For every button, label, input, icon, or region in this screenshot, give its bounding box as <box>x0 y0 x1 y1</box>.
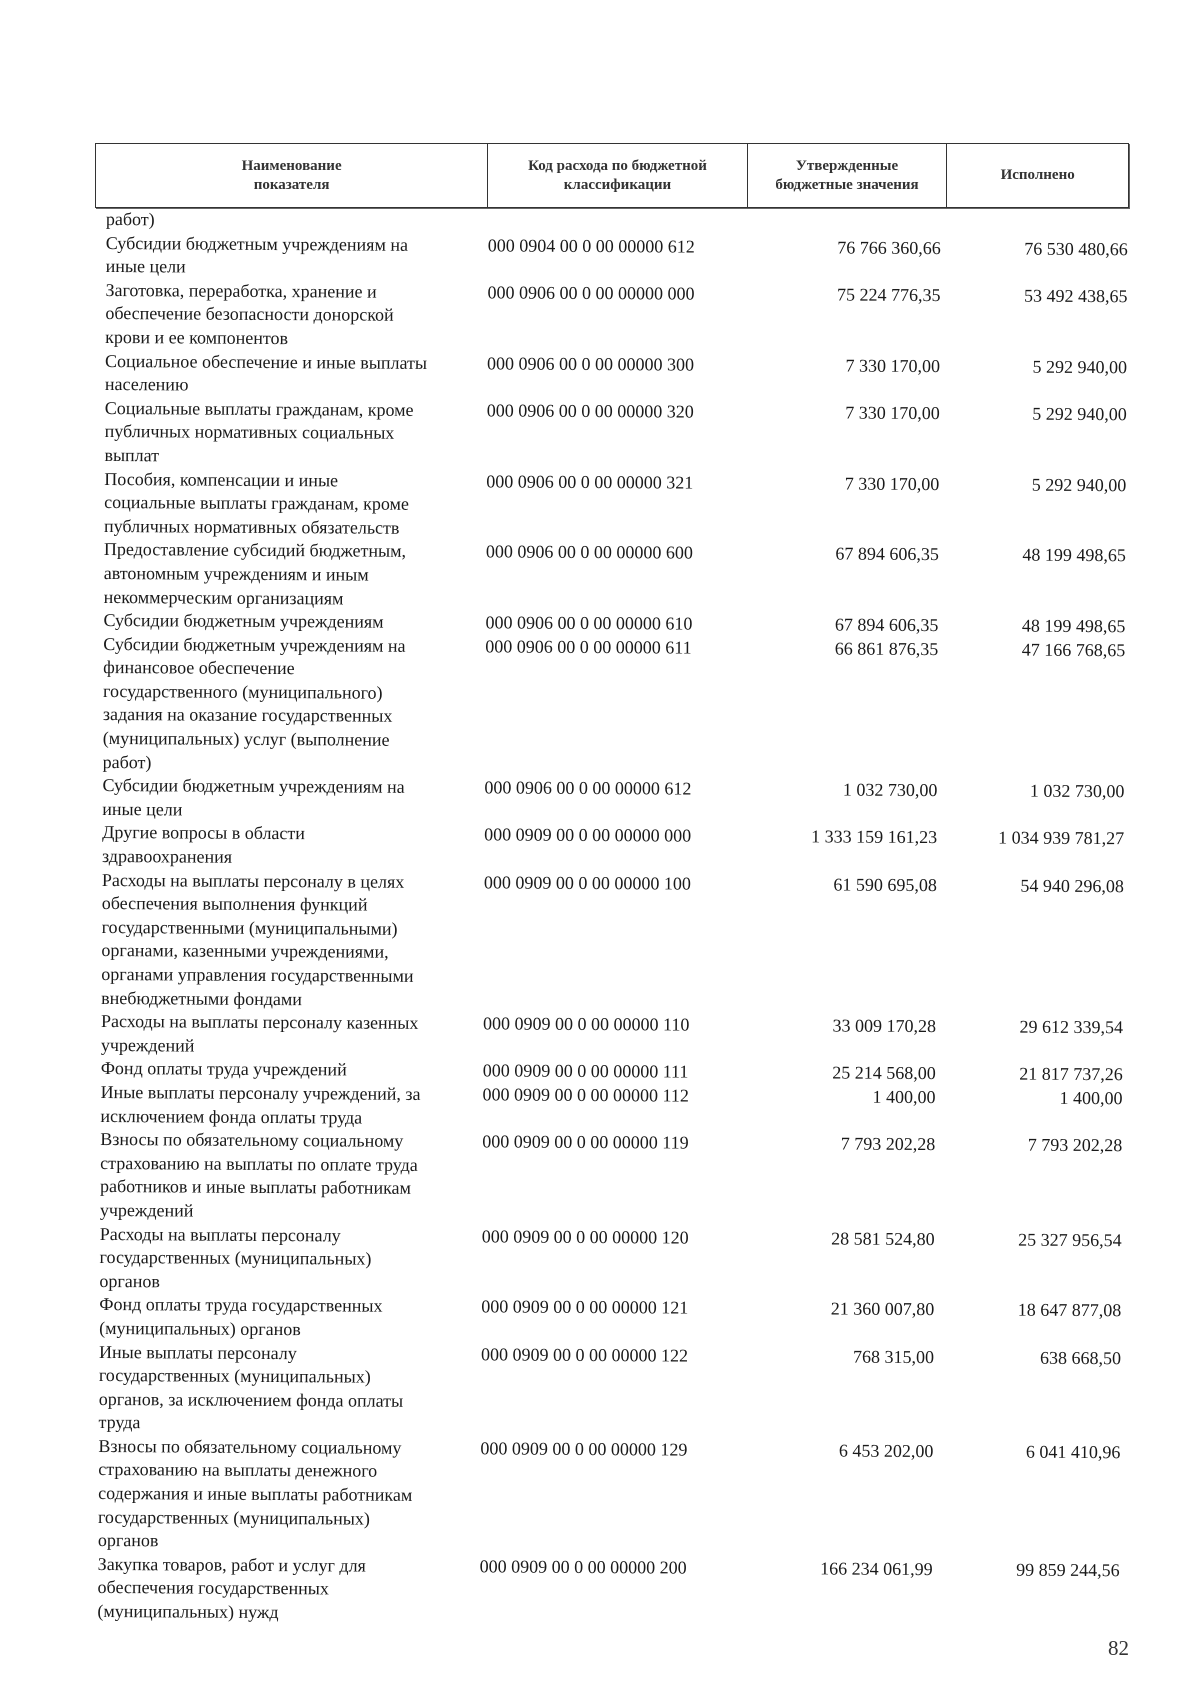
row-executed: 47 166 768,65 <box>1021 639 1126 660</box>
row-code: 000 0909 00 0 00 00000 111 <box>482 1060 689 1082</box>
row-approved: 1 400,00 <box>872 1086 936 1108</box>
row-executed: 5 292 940,00 <box>1032 356 1128 377</box>
row-name: Социальное обеспечение и иные выплаты населению <box>104 350 428 395</box>
row-name: Расходы на выплаты персоналу в целях обеспечения выполнения функций государственными (муниципальными) органами, казенными учреждениями, органами управления государственными внебюджетными фондами <box>101 869 414 1009</box>
row-name: Заготовка, переработка, хранение и обеспечение безопасности донорской крови и ее компонентов <box>105 279 394 349</box>
row-name: Субсидии бюджетным учреждениям на иные цели <box>105 232 409 277</box>
row-executed: 99 859 244,56 <box>1016 1559 1120 1581</box>
row-approved: 7 793 202,28 <box>840 1133 936 1155</box>
row-name: Предоставление субсидий бюджетным, автономным учреждениям и иным некоммерческим организациям <box>103 539 407 608</box>
row-executed: 6 041 410,96 <box>1025 1441 1121 1463</box>
row-name: Взносы по обязательному социальному страхованию на выплаты по оплате труда работников и иные выплаты работникам учреждений <box>99 1129 418 1221</box>
row-code: 000 0909 00 0 00 00000 119 <box>482 1131 689 1153</box>
row-executed: 1 034 939 781,27 <box>998 827 1125 849</box>
row-name: Субсидии бюджетным учреждениям <box>103 610 384 632</box>
table-row <box>104 538 1134 615</box>
row-name: Социальные выплаты гражданам, кроме публичных нормативных социальных выплат <box>104 397 414 466</box>
table-row <box>102 821 1132 874</box>
row-executed: 7 793 202,28 <box>1027 1134 1123 1156</box>
row-code: 000 0906 00 0 00 00000 612 <box>484 777 692 799</box>
table-row <box>99 1340 1130 1441</box>
row-executed: 25 327 956,54 <box>1018 1229 1122 1250</box>
row-executed: 1 400,00 <box>1059 1087 1123 1109</box>
row-executed: 638 668,50 <box>1039 1347 1122 1368</box>
row-approved: 33 009 170,28 <box>832 1015 937 1037</box>
row-code: 000 0909 00 0 00 00000 200 <box>479 1556 687 1578</box>
row-code <box>486 210 723 235</box>
row-name: Иные выплаты персоналу государственных (муниципальных) органов, за исключением фонда оплаты труда <box>98 1341 404 1433</box>
row-executed: 29 612 339,54 <box>1019 1016 1124 1038</box>
row-executed: 5 292 940,00 <box>1032 403 1127 424</box>
table-row <box>101 1010 1131 1063</box>
row-approved: 6 453 202,00 <box>838 1440 934 1461</box>
row-code: 000 0906 00 0 00 00000 320 <box>486 400 694 422</box>
row-approved: 7 330 170,00 <box>844 473 940 494</box>
row-approved: 25 214 568,00 <box>832 1062 936 1084</box>
row-code: 000 0909 00 0 00 00000 122 <box>480 1343 689 1366</box>
row-code: 000 0906 00 0 00 00000 610 <box>485 612 693 634</box>
table-row <box>100 1128 1131 1229</box>
row-code: 000 0906 00 0 00 00000 300 <box>486 352 695 375</box>
row-approved: 67 894 606,35 <box>835 543 939 565</box>
row-name: Расходы на выплаты персоналу государственных (муниципальных) органов <box>99 1223 372 1292</box>
page-number: 82 <box>1108 1636 1129 1660</box>
row-executed: 53 492 438,65 <box>1023 285 1128 307</box>
row-executed <box>941 213 1128 238</box>
row-approved: 768 315,00 <box>852 1346 935 1367</box>
row-code: 000 0904 00 0 00 00000 612 <box>487 234 695 257</box>
table-row <box>104 397 1134 474</box>
table-row <box>103 633 1134 781</box>
row-code: 000 0906 00 0 00 00000 611 <box>485 636 692 658</box>
row-name: Иные выплаты персоналу учреждений, за исключением фонда оплаты труда <box>100 1081 421 1128</box>
table-row <box>99 1223 1129 1300</box>
row-approved <box>723 212 941 237</box>
row-approved: 21 360 007,80 <box>830 1298 935 1320</box>
table-header <box>95 143 1129 208</box>
row-executed: 54 940 296,08 <box>1020 875 1124 896</box>
row-approved: 75 224 776,35 <box>836 284 941 305</box>
row-code: 000 0906 00 0 00 00000 600 <box>485 541 693 563</box>
table-row <box>105 350 1135 403</box>
row-approved: 166 234 061,99 <box>820 1558 933 1579</box>
header-name: Наименование показателя <box>96 144 488 207</box>
row-approved: 66 861 876,35 <box>834 638 939 659</box>
row-name: работ) <box>105 208 155 230</box>
table-row <box>100 1081 1130 1134</box>
table-row <box>98 1435 1129 1559</box>
table-body <box>97 208 1136 1630</box>
row-executed: 48 199 498,65 <box>1022 544 1126 566</box>
header-approved: Утвержденные бюджетные значения <box>748 144 948 207</box>
row-approved: 28 581 524,80 <box>831 1227 935 1249</box>
table-row <box>101 869 1132 1017</box>
row-name: Расходы на выплаты персоналу казенных учреждений <box>100 1011 419 1056</box>
row-name: Пособия, компенсации и иные социальные выплаты гражданам, кроме публичных нормативных обязательств <box>103 468 410 538</box>
row-approved: 67 894 606,35 <box>834 614 939 636</box>
row-code: 000 0909 00 0 00 00000 121 <box>481 1296 689 1318</box>
row-approved: 1 333 159 161,23 <box>811 826 938 848</box>
row-approved: 7 330 170,00 <box>845 402 940 423</box>
row-executed: 21 817 737,26 <box>1019 1063 1123 1085</box>
table-row <box>99 1293 1129 1346</box>
row-executed: 1 032 730,00 <box>1029 780 1125 802</box>
table-row <box>102 774 1132 827</box>
table-row <box>106 232 1136 285</box>
row-executed: 18 647 877,08 <box>1017 1299 1122 1321</box>
table-row <box>97 1553 1127 1630</box>
row-executed: 48 199 498,65 <box>1021 615 1126 637</box>
row-code: 000 0909 00 0 00 00000 120 <box>481 1225 689 1248</box>
row-name: Взносы по обязательному социальному страхованию на выплаты денежного содержания и иные выплаты работникам государственных (муниципальных) органов <box>97 1435 413 1551</box>
row-name: Субсидии бюджетным учреждениям на иные цели <box>102 775 405 820</box>
row-code: 000 0909 00 0 00 00000 129 <box>480 1438 688 1460</box>
row-name: Фонд оплаты труда государственных (муниципальных) органов <box>99 1294 383 1340</box>
row-name: Субсидии бюджетным учреждениям на финансовое обеспечение государственного (муниципального) задания на оказание государственных (муниципальных) услуг (выполнение работ) <box>102 633 406 772</box>
row-executed: 5 292 940,00 <box>1031 474 1127 495</box>
row-code: 000 0909 00 0 00 00000 100 <box>483 871 691 894</box>
row-executed: 76 530 480,66 <box>1024 238 1128 259</box>
row-approved: 1 032 730,00 <box>842 779 938 801</box>
header-code: Код расхода по бюджетной классификации <box>488 144 748 207</box>
row-approved: 61 590 695,08 <box>833 874 937 895</box>
row-approved: 76 766 360,66 <box>837 237 941 258</box>
table-row <box>104 468 1134 545</box>
row-code: 000 0906 00 0 00 00000 321 <box>486 470 694 493</box>
row-code: 000 0906 00 0 00 00000 000 <box>487 282 695 304</box>
row-code: 000 0909 00 0 00 00000 112 <box>482 1084 689 1106</box>
table-row <box>105 279 1135 356</box>
header-executed: Исполнено <box>1000 167 1075 183</box>
row-code: 000 0909 00 0 00 00000 000 <box>484 824 692 847</box>
row-name: Другие вопросы в области здравоохранения <box>101 822 306 867</box>
row-code: 000 0909 00 0 00 00000 110 <box>482 1013 690 1035</box>
row-approved: 7 330 170,00 <box>845 355 941 376</box>
row-name: Фонд оплаты труда учреждений <box>100 1058 347 1080</box>
row-name: Закупка товаров, работ и услуг для обеспечения государственных (муниципальных) нужд <box>97 1553 366 1623</box>
